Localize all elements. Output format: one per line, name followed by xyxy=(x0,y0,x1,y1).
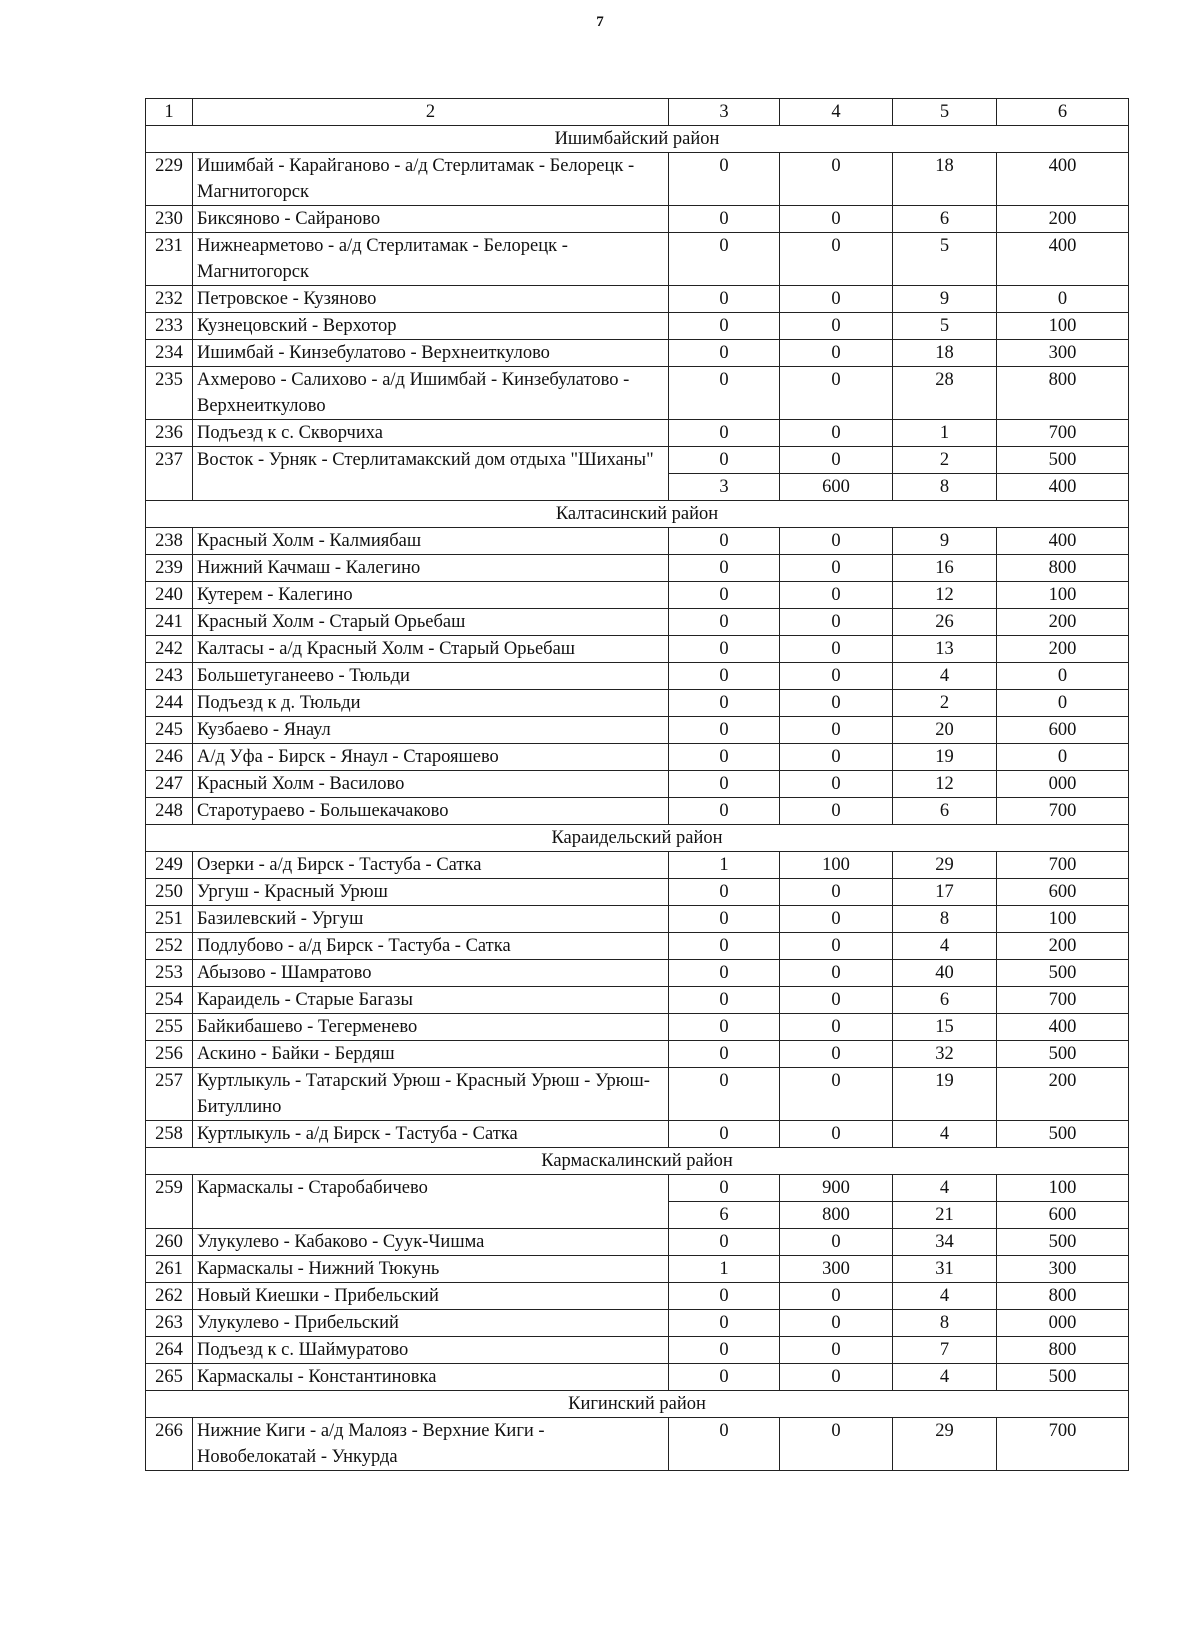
district-header-row xyxy=(146,825,1129,852)
road-number: 247 xyxy=(146,771,193,798)
table-row xyxy=(146,717,1129,744)
value-cell-c5: 19 xyxy=(893,744,997,771)
value-cell-c5: 4 xyxy=(893,1364,997,1391)
column-header: 2 xyxy=(193,99,669,126)
value-cell-c6: 800 xyxy=(997,367,1129,420)
value-cell-c5: 8 xyxy=(893,1310,997,1337)
value-cell-c4: 0 xyxy=(780,1068,893,1121)
table-row xyxy=(146,1337,1129,1364)
column-header: 1 xyxy=(146,99,193,126)
road-number: 238 xyxy=(146,528,193,555)
value-cell-c5: 26 xyxy=(893,609,997,636)
value-cell-c5: 5 xyxy=(893,313,997,340)
table-row xyxy=(146,1418,1129,1471)
value-cell-c5: 19 xyxy=(893,1068,997,1121)
value-cell-c5: 17 xyxy=(893,879,997,906)
road-number: 248 xyxy=(146,798,193,825)
value-cell-c3: 0 xyxy=(669,906,780,933)
value-cell-c5: 4 xyxy=(893,1283,997,1310)
road-name: Кутерем - Калегино xyxy=(193,582,669,609)
value-cell-c3: 0 xyxy=(669,1337,780,1364)
value-cell-c5: 2 xyxy=(893,690,997,717)
table-row xyxy=(146,582,1129,609)
value-cell-c6: 700 xyxy=(997,798,1129,825)
value-cell-c5: 9 xyxy=(893,528,997,555)
road-name: А/д Уфа - Бирск - Янаул - Старояшево xyxy=(193,744,669,771)
table-row xyxy=(146,1068,1129,1121)
value-cell-c5: 4 xyxy=(893,1175,997,1202)
value-cell-c6: 100 xyxy=(997,313,1129,340)
road-name: Кармаскалы - Старобабичево xyxy=(193,1175,669,1229)
road-number: 253 xyxy=(146,960,193,987)
value-cell-c5: 12 xyxy=(893,582,997,609)
value-cell-c5: 7 xyxy=(893,1337,997,1364)
value-cell-c6: 200 xyxy=(997,933,1129,960)
value-cell-c4: 0 xyxy=(780,555,893,582)
value-cell-c4: 0 xyxy=(780,636,893,663)
value-cell-c6: 700 xyxy=(997,420,1129,447)
road-name: Куртлыкуль - Татарский Урюш - Красный Урюш - Урюш-Битуллино xyxy=(193,1068,669,1121)
value-cell-c4: 0 xyxy=(780,206,893,233)
road-name: Старотураево - Большекачаково xyxy=(193,798,669,825)
road-name: Большетуганеево - Тюльди xyxy=(193,663,669,690)
table-row xyxy=(146,1364,1129,1391)
table-row xyxy=(146,447,1129,474)
value-cell-c3: 1 xyxy=(669,852,780,879)
district-header-row xyxy=(146,1148,1129,1175)
road-name: Красный Холм - Василово xyxy=(193,771,669,798)
table-row xyxy=(146,879,1129,906)
value-cell-c3: 0 xyxy=(669,1175,780,1202)
table-row xyxy=(146,286,1129,313)
value-cell-c4: 0 xyxy=(780,987,893,1014)
road-number: 233 xyxy=(146,313,193,340)
value-cell-c5: 18 xyxy=(893,340,997,367)
value-cell-c3: 0 xyxy=(669,555,780,582)
value-cell-c3: 0 xyxy=(669,960,780,987)
value-cell-c4: 100 xyxy=(780,852,893,879)
road-number: 240 xyxy=(146,582,193,609)
value-cell-c4: 0 xyxy=(780,582,893,609)
value-cell-c5: 6 xyxy=(893,987,997,1014)
value-cell-c5: 4 xyxy=(893,1121,997,1148)
value-cell-c4: 0 xyxy=(780,609,893,636)
value-cell-c3: 1 xyxy=(669,1256,780,1283)
value-cell-c6: 400 xyxy=(997,153,1129,206)
value-cell-c4: 0 xyxy=(780,313,893,340)
value-cell-c6: 200 xyxy=(997,1068,1129,1121)
value-cell-c6: 200 xyxy=(997,206,1129,233)
value-cell-c6: 800 xyxy=(997,1337,1129,1364)
value-cell-c3: 0 xyxy=(669,690,780,717)
value-cell-c5: 2 xyxy=(893,447,997,474)
table-row xyxy=(146,636,1129,663)
road-name: Байкибашево - Тегерменево xyxy=(193,1014,669,1041)
table-row xyxy=(146,1229,1129,1256)
value-cell-c4: 0 xyxy=(780,286,893,313)
value-cell-c4: 0 xyxy=(780,1229,893,1256)
road-number: 234 xyxy=(146,340,193,367)
value-cell-c4: 0 xyxy=(780,960,893,987)
value-cell-c4: 600 xyxy=(780,474,893,501)
road-number: 259 xyxy=(146,1175,193,1229)
value-cell-c3: 0 xyxy=(669,879,780,906)
road-name: Ишимбай - Кинзебулатово - Верхнеиткулово xyxy=(193,340,669,367)
value-cell-c4: 0 xyxy=(780,233,893,286)
value-cell-c3: 0 xyxy=(669,1364,780,1391)
value-cell-c6: 500 xyxy=(997,1041,1129,1068)
value-cell-c6: 200 xyxy=(997,609,1129,636)
value-cell-c4: 0 xyxy=(780,420,893,447)
district-title: Кигинский район xyxy=(146,1391,1129,1418)
value-cell-c3: 0 xyxy=(669,420,780,447)
value-cell-c5: 29 xyxy=(893,852,997,879)
road-number: 250 xyxy=(146,879,193,906)
value-cell-c3: 0 xyxy=(669,528,780,555)
value-cell-c5: 9 xyxy=(893,286,997,313)
value-cell-c5: 32 xyxy=(893,1041,997,1068)
district-header-row xyxy=(146,501,1129,528)
value-cell-c6: 500 xyxy=(997,960,1129,987)
table-row xyxy=(146,420,1129,447)
table-row xyxy=(146,852,1129,879)
value-cell-c4: 0 xyxy=(780,1337,893,1364)
road-name: Ишимбай - Карайганово - а/д Стерлитамак - Белорецк - Магнитогорск xyxy=(193,153,669,206)
value-cell-c5: 18 xyxy=(893,153,997,206)
value-cell-c5: 29 xyxy=(893,1418,997,1471)
value-cell-c6: 0 xyxy=(997,690,1129,717)
value-cell-c3: 0 xyxy=(669,1014,780,1041)
value-cell-c4: 0 xyxy=(780,879,893,906)
value-cell-c6: 800 xyxy=(997,1283,1129,1310)
value-cell-c5: 40 xyxy=(893,960,997,987)
district-title: Кармаскалинский район xyxy=(146,1148,1129,1175)
value-cell-c4: 0 xyxy=(780,367,893,420)
value-cell-c6: 700 xyxy=(997,987,1129,1014)
value-cell-c4: 800 xyxy=(780,1202,893,1229)
value-cell-c3: 0 xyxy=(669,447,780,474)
value-cell-c5: 6 xyxy=(893,206,997,233)
value-cell-c6: 500 xyxy=(997,1121,1129,1148)
value-cell-c4: 0 xyxy=(780,1041,893,1068)
value-cell-c3: 3 xyxy=(669,474,780,501)
table-row xyxy=(146,1014,1129,1041)
value-cell-c5: 5 xyxy=(893,233,997,286)
value-cell-c4: 0 xyxy=(780,1364,893,1391)
road-number: 252 xyxy=(146,933,193,960)
value-cell-c5: 6 xyxy=(893,798,997,825)
road-number: 242 xyxy=(146,636,193,663)
value-cell-c6: 700 xyxy=(997,1418,1129,1471)
value-cell-c5: 13 xyxy=(893,636,997,663)
value-cell-c4: 0 xyxy=(780,1121,893,1148)
road-number: 266 xyxy=(146,1418,193,1471)
road-name: Кузбаево - Янаул xyxy=(193,717,669,744)
value-cell-c3: 0 xyxy=(669,1041,780,1068)
value-cell-c3: 0 xyxy=(669,798,780,825)
district-title: Караидельский район xyxy=(146,825,1129,852)
road-name: Ахмерово - Салихово - а/д Ишимбай - Кинзебулатово - Верхнеиткулово xyxy=(193,367,669,420)
value-cell-c3: 0 xyxy=(669,1310,780,1337)
table-row xyxy=(146,1283,1129,1310)
value-cell-c6: 600 xyxy=(997,1202,1129,1229)
value-cell-c5: 12 xyxy=(893,771,997,798)
road-number: 232 xyxy=(146,286,193,313)
road-name: Кармаскалы - Нижний Тюкунь xyxy=(193,1256,669,1283)
table-row xyxy=(146,340,1129,367)
value-cell-c3: 0 xyxy=(669,1283,780,1310)
road-number: 229 xyxy=(146,153,193,206)
road-number: 263 xyxy=(146,1310,193,1337)
road-name: Улукулево - Кабаково - Суук-Чишма xyxy=(193,1229,669,1256)
roads-table-body xyxy=(146,99,1129,1471)
road-name: Куртлыкуль - а/д Бирск - Тастуба - Сатка xyxy=(193,1121,669,1148)
value-cell-c6: 100 xyxy=(997,1175,1129,1202)
road-name: Базилевский - Ургуш xyxy=(193,906,669,933)
table-row xyxy=(146,206,1129,233)
value-cell-c4: 300 xyxy=(780,1256,893,1283)
table-row xyxy=(146,906,1129,933)
road-name: Подлубово - а/д Бирск - Тастуба - Сатка xyxy=(193,933,669,960)
road-name: Подъезд к д. Тюльди xyxy=(193,690,669,717)
value-cell-c5: 21 xyxy=(893,1202,997,1229)
road-number: 251 xyxy=(146,906,193,933)
table-row xyxy=(146,313,1129,340)
column-header: 6 xyxy=(997,99,1129,126)
road-number: 249 xyxy=(146,852,193,879)
table-row xyxy=(146,1256,1129,1283)
header-row xyxy=(146,99,1129,126)
road-name: Нижний Качмаш - Калегино xyxy=(193,555,669,582)
value-cell-c4: 0 xyxy=(780,1310,893,1337)
column-header: 4 xyxy=(780,99,893,126)
value-cell-c4: 0 xyxy=(780,1283,893,1310)
road-number: 258 xyxy=(146,1121,193,1148)
value-cell-c6: 0 xyxy=(997,663,1129,690)
value-cell-c6: 400 xyxy=(997,474,1129,501)
value-cell-c3: 0 xyxy=(669,609,780,636)
value-cell-c5: 8 xyxy=(893,906,997,933)
value-cell-c6: 100 xyxy=(997,582,1129,609)
value-cell-c4: 0 xyxy=(780,906,893,933)
table-row xyxy=(146,798,1129,825)
table-row xyxy=(146,528,1129,555)
value-cell-c4: 0 xyxy=(780,690,893,717)
table-row xyxy=(146,609,1129,636)
district-header-row xyxy=(146,126,1129,153)
value-cell-c3: 0 xyxy=(669,1229,780,1256)
column-header: 5 xyxy=(893,99,997,126)
value-cell-c4: 0 xyxy=(780,744,893,771)
road-number: 236 xyxy=(146,420,193,447)
value-cell-c3: 0 xyxy=(669,987,780,1014)
value-cell-c4: 0 xyxy=(780,340,893,367)
road-name: Озерки - а/д Бирск - Тастуба - Сатка xyxy=(193,852,669,879)
road-number: 237 xyxy=(146,447,193,501)
table-row xyxy=(146,1310,1129,1337)
value-cell-c3: 0 xyxy=(669,313,780,340)
value-cell-c5: 8 xyxy=(893,474,997,501)
road-number: 243 xyxy=(146,663,193,690)
value-cell-c5: 15 xyxy=(893,1014,997,1041)
value-cell-c3: 0 xyxy=(669,286,780,313)
value-cell-c5: 34 xyxy=(893,1229,997,1256)
road-number: 246 xyxy=(146,744,193,771)
value-cell-c4: 0 xyxy=(780,933,893,960)
value-cell-c3: 0 xyxy=(669,233,780,286)
road-number: 231 xyxy=(146,233,193,286)
value-cell-c6: 400 xyxy=(997,233,1129,286)
road-number: 255 xyxy=(146,1014,193,1041)
table-row xyxy=(146,1041,1129,1068)
table-row xyxy=(146,153,1129,206)
value-cell-c3: 0 xyxy=(669,744,780,771)
road-number: 257 xyxy=(146,1068,193,1121)
road-name: Восток - Урняк - Стерлитамакский дом отдыха "Шиханы" xyxy=(193,447,669,501)
value-cell-c6: 400 xyxy=(997,1014,1129,1041)
value-cell-c6: 500 xyxy=(997,447,1129,474)
road-name: Караидель - Старые Багазы xyxy=(193,987,669,1014)
value-cell-c3: 0 xyxy=(669,367,780,420)
value-cell-c4: 0 xyxy=(780,771,893,798)
table-row xyxy=(146,233,1129,286)
road-name: Ургуш - Красный Урюш xyxy=(193,879,669,906)
value-cell-c6: 100 xyxy=(997,906,1129,933)
road-number: 264 xyxy=(146,1337,193,1364)
road-name: Калтасы - а/д Красный Холм - Старый Орьебаш xyxy=(193,636,669,663)
road-number: 254 xyxy=(146,987,193,1014)
value-cell-c5: 16 xyxy=(893,555,997,582)
value-cell-c6: 200 xyxy=(997,636,1129,663)
district-title: Ишимбайский район xyxy=(146,126,1129,153)
road-number: 265 xyxy=(146,1364,193,1391)
value-cell-c6: 700 xyxy=(997,852,1129,879)
table-row xyxy=(146,933,1129,960)
table-row xyxy=(146,1175,1129,1202)
table-row xyxy=(146,367,1129,420)
table-row xyxy=(146,771,1129,798)
value-cell-c6: 300 xyxy=(997,340,1129,367)
value-cell-c5: 4 xyxy=(893,663,997,690)
value-cell-c3: 0 xyxy=(669,717,780,744)
value-cell-c3: 0 xyxy=(669,1068,780,1121)
road-number: 239 xyxy=(146,555,193,582)
value-cell-c5: 31 xyxy=(893,1256,997,1283)
road-number: 256 xyxy=(146,1041,193,1068)
value-cell-c6: 0 xyxy=(997,286,1129,313)
value-cell-c6: 0 xyxy=(997,744,1129,771)
road-name: Красный Холм - Калмиябаш xyxy=(193,528,669,555)
value-cell-c6: 000 xyxy=(997,1310,1129,1337)
road-number: 235 xyxy=(146,367,193,420)
road-number: 241 xyxy=(146,609,193,636)
value-cell-c6: 500 xyxy=(997,1364,1129,1391)
column-header: 3 xyxy=(669,99,780,126)
value-cell-c4: 0 xyxy=(780,1418,893,1471)
road-name: Абызово - Шамратово xyxy=(193,960,669,987)
table-row xyxy=(146,987,1129,1014)
value-cell-c6: 500 xyxy=(997,1229,1129,1256)
table-row xyxy=(146,663,1129,690)
value-cell-c3: 0 xyxy=(669,206,780,233)
road-number: 261 xyxy=(146,1256,193,1283)
value-cell-c6: 400 xyxy=(997,528,1129,555)
road-name: Аскино - Байки - Бердяш xyxy=(193,1041,669,1068)
value-cell-c3: 0 xyxy=(669,663,780,690)
value-cell-c6: 600 xyxy=(997,879,1129,906)
value-cell-c6: 800 xyxy=(997,555,1129,582)
road-name: Подъезд к с. Скворчиха xyxy=(193,420,669,447)
roads-table xyxy=(145,98,1129,1471)
value-cell-c3: 0 xyxy=(669,582,780,609)
value-cell-c3: 0 xyxy=(669,1121,780,1148)
road-name: Петровское - Кузяново xyxy=(193,286,669,313)
value-cell-c5: 28 xyxy=(893,367,997,420)
road-name: Кармаскалы - Константиновка xyxy=(193,1364,669,1391)
road-number: 230 xyxy=(146,206,193,233)
district-header-row xyxy=(146,1391,1129,1418)
value-cell-c3: 0 xyxy=(669,1418,780,1471)
value-cell-c4: 0 xyxy=(780,1014,893,1041)
road-name: Новый Киешки - Прибельский xyxy=(193,1283,669,1310)
road-name: Биксяново - Сайраново xyxy=(193,206,669,233)
road-name: Нижние Киги - а/д Малояз - Верхние Киги - Новобелокатай - Ункурда xyxy=(193,1418,669,1471)
value-cell-c4: 0 xyxy=(780,447,893,474)
value-cell-c3: 0 xyxy=(669,340,780,367)
road-name: Нижнеарметово - а/д Стерлитамак - Белорецк - Магнитогорск xyxy=(193,233,669,286)
value-cell-c6: 600 xyxy=(997,717,1129,744)
value-cell-c6: 000 xyxy=(997,771,1129,798)
road-name: Улукулево - Прибельский xyxy=(193,1310,669,1337)
value-cell-c3: 0 xyxy=(669,636,780,663)
value-cell-c3: 6 xyxy=(669,1202,780,1229)
value-cell-c5: 20 xyxy=(893,717,997,744)
road-number: 244 xyxy=(146,690,193,717)
value-cell-c3: 0 xyxy=(669,153,780,206)
value-cell-c4: 0 xyxy=(780,717,893,744)
table-row xyxy=(146,1121,1129,1148)
table-row xyxy=(146,960,1129,987)
value-cell-c3: 0 xyxy=(669,771,780,798)
value-cell-c4: 0 xyxy=(780,528,893,555)
road-name: Кузнецовский - Верхотор xyxy=(193,313,669,340)
road-name: Подъезд к с. Шаймуратово xyxy=(193,1337,669,1364)
road-name: Красный Холм - Старый Орьебаш xyxy=(193,609,669,636)
value-cell-c4: 900 xyxy=(780,1175,893,1202)
table-row xyxy=(146,744,1129,771)
table-row xyxy=(146,690,1129,717)
value-cell-c5: 4 xyxy=(893,933,997,960)
value-cell-c4: 0 xyxy=(780,798,893,825)
value-cell-c4: 0 xyxy=(780,663,893,690)
road-number: 262 xyxy=(146,1283,193,1310)
table-row xyxy=(146,555,1129,582)
road-number: 260 xyxy=(146,1229,193,1256)
page-number: 7 xyxy=(596,14,604,30)
value-cell-c6: 300 xyxy=(997,1256,1129,1283)
district-title: Калтасинский район xyxy=(146,501,1129,528)
road-number: 245 xyxy=(146,717,193,744)
value-cell-c4: 0 xyxy=(780,153,893,206)
value-cell-c5: 1 xyxy=(893,420,997,447)
value-cell-c3: 0 xyxy=(669,933,780,960)
